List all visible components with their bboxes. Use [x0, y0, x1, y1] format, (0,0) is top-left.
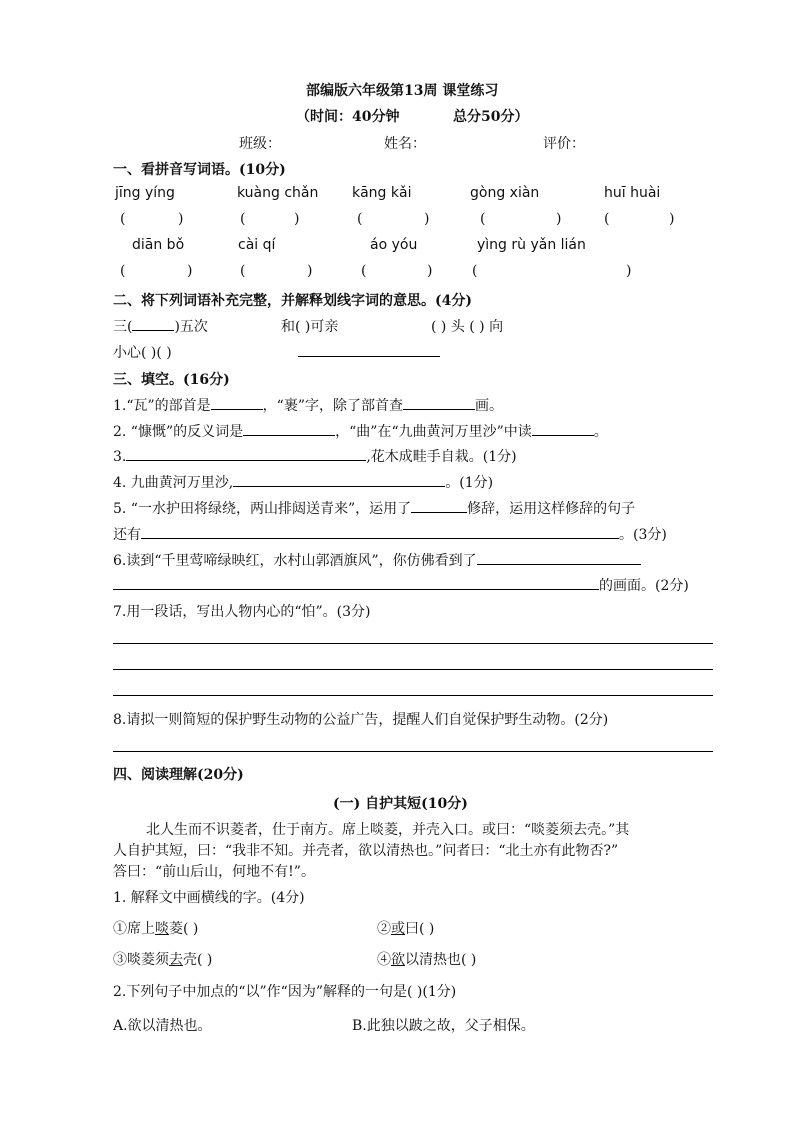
question-2-text-2: ，“曲”在“九曲黄河万里沙”中读: [335, 424, 532, 440]
question-4-text-2: 。(1分): [445, 475, 494, 491]
reading-option-4: [377, 949, 476, 969]
choice-b: B.此独以跛之故，父子相保。: [352, 1018, 535, 1034]
question-4: [113, 472, 493, 492]
question-1: [113, 395, 503, 415]
pinyin-2: kuàng chǎn: [237, 185, 319, 201]
question-8: 8.请拟一则简短的保护野生动物的公益广告，提醒人们自觉保护野生动物。(2分): [113, 712, 609, 728]
pinyin-3: kāng kǎi: [352, 185, 412, 201]
fill-item-1-a: 三(: [113, 319, 133, 335]
paren-close: ): [424, 211, 430, 227]
reading-question-2: 2.下列句子中加点的“以”作“因为”解释的一句是( )(1分): [113, 984, 457, 1000]
paren-close: ): [427, 263, 433, 279]
question-5-text: 5. “一水护田将绿绕，两山排闼送青来”，运用了: [113, 501, 412, 517]
section2-heading: 二、将下列词语补充完整，并解释划线字词的意思。(4分): [113, 293, 472, 309]
section1-heading: 一、看拼音写词语。(10分): [113, 162, 286, 178]
question-6: [113, 550, 641, 570]
page-title: 部编版六年级第13周 课堂练习: [306, 83, 499, 99]
choice-a: A.欲以清热也。: [113, 1018, 212, 1034]
answer-blank[interactable]: [141, 526, 619, 539]
question-5-text-3: 还有: [113, 527, 141, 543]
option-text: 壳( ): [183, 952, 213, 968]
pinyin-5: huī huài: [604, 185, 661, 201]
question-2-text: 2. “慷慨”的反义词是: [113, 424, 244, 440]
pinyin-6: diān bǒ: [132, 237, 185, 253]
answer-line[interactable]: [113, 751, 713, 752]
underlined-char: 或: [391, 921, 405, 937]
question-7: 7.用一段话，写出人物内心的“怕”。(3分): [113, 604, 371, 620]
passage-line-1: 北人生而不识菱者，仕于南方。席上啖菱，并壳入口。或曰：“啖菱须去壳。”其: [146, 822, 630, 838]
option-text: ③啖菱须: [113, 952, 169, 968]
paren-open: (: [357, 211, 363, 227]
paren-open: (: [604, 211, 610, 227]
pinyin-7: cài qí: [238, 237, 276, 253]
pinyin-8: áo yóu: [370, 237, 418, 253]
answer-blank[interactable]: [532, 423, 594, 436]
option-text: 菱( ): [169, 921, 199, 937]
passage-line-3: 答曰：“前山后山，何地不有!”。: [113, 864, 315, 880]
score-info: 总分50分）: [453, 109, 529, 125]
time-info: （时间：40分钟: [296, 109, 400, 125]
reading-option-1: [113, 918, 198, 938]
fill-item-1: [113, 316, 208, 336]
paren-close: ): [307, 263, 313, 279]
section3-heading: 三、填空。(16分): [113, 372, 230, 388]
paren-open: (: [120, 263, 126, 279]
fill-item-1-b: )五次: [174, 319, 208, 335]
paren-close: ): [626, 263, 632, 279]
question-2: [113, 421, 608, 441]
paren-open: (: [240, 211, 246, 227]
paren-close: ): [294, 211, 300, 227]
answer-line[interactable]: [113, 643, 713, 644]
reading-option-2: [377, 918, 434, 938]
question-5-text-4: 。(3分): [619, 527, 667, 543]
answer-blank[interactable]: [233, 474, 445, 487]
option-text: ②: [377, 921, 391, 937]
question-2-text-3: 。: [593, 424, 608, 440]
paren-close: ): [187, 263, 193, 279]
question-1-text: 1.“瓦”的部首是: [113, 398, 211, 414]
paren-open: (: [361, 263, 367, 279]
pinyin-1: jīng yíng: [115, 185, 175, 201]
fill-item-2: 和( )可亲: [281, 319, 339, 335]
question-5-cont: [113, 524, 667, 544]
section4-heading: 四、阅读理解(20分): [113, 767, 244, 783]
option-text: 曰( ): [405, 921, 435, 937]
name-label: 姓名：: [384, 136, 426, 152]
meaning-answer-line[interactable]: [298, 356, 440, 357]
question-6-text: 6.读到“千里莺啼绿映红，水村山郭酒旗风”，你仿佛看到了: [113, 553, 477, 569]
pinyin-9: yìng rù yǎn lián: [477, 237, 586, 253]
option-text: 以清热也( ): [405, 952, 477, 968]
question-3: [113, 446, 517, 466]
pinyin-4: gòng xiàn: [470, 185, 540, 201]
class-label: 班级：: [239, 136, 281, 152]
passage-line-2: 人自护其短，曰：“我非不知。并壳者，欲以清热也。”问者曰：“北土亦有此物否?”: [113, 843, 619, 859]
paren-close: ): [669, 211, 675, 227]
underlined-char: 欲: [391, 952, 405, 968]
question-3-text: 3.: [113, 449, 127, 465]
eval-label: 评价：: [543, 136, 585, 152]
option-text: ④: [377, 952, 391, 968]
answer-line[interactable]: [113, 669, 713, 670]
paren-open: (: [472, 263, 478, 279]
option-text: ①席上: [113, 921, 155, 937]
paren-open: (: [120, 211, 126, 227]
answer-blank[interactable]: [411, 500, 467, 513]
question-5: [113, 498, 635, 518]
answer-blank[interactable]: [113, 577, 599, 590]
question-6-text-2: 的画面。(2分): [599, 578, 689, 594]
passage-title: (一) 自护其短(10分): [333, 796, 468, 812]
paren-close: ): [556, 211, 562, 227]
paren-open: (: [240, 263, 246, 279]
question-5-text-2: 修辞，运用这样修辞的句子: [467, 501, 636, 517]
underlined-char: 啖: [155, 921, 169, 937]
answer-blank[interactable]: [126, 448, 366, 461]
fill-item-4: 小心( )( ): [113, 345, 172, 361]
answer-blank[interactable]: [211, 397, 263, 410]
question-1-text-2: ，“裹”字，除了部首查: [262, 398, 403, 414]
paren-open: (: [480, 211, 486, 227]
answer-blank[interactable]: [477, 552, 641, 565]
paren-close: ): [178, 211, 184, 227]
fill-item-3: ( ) 头 ( ) 向: [431, 319, 504, 335]
underlined-char: 去: [169, 952, 183, 968]
blank-underline[interactable]: [132, 318, 174, 331]
answer-blank[interactable]: [243, 423, 335, 436]
question-4-text: 4. 九曲黄河万里沙,: [113, 475, 234, 491]
question-6-cont: [113, 575, 689, 595]
answer-line[interactable]: [113, 695, 713, 696]
reading-option-3: [113, 949, 212, 969]
question-1-text-3: 画。: [475, 398, 503, 414]
question-3-text-2: ,花木成畦手自栽。(1分): [366, 449, 517, 465]
answer-blank[interactable]: [403, 397, 475, 410]
reading-question-1: 1. 解释文中画横线的字。(4分): [113, 890, 305, 906]
